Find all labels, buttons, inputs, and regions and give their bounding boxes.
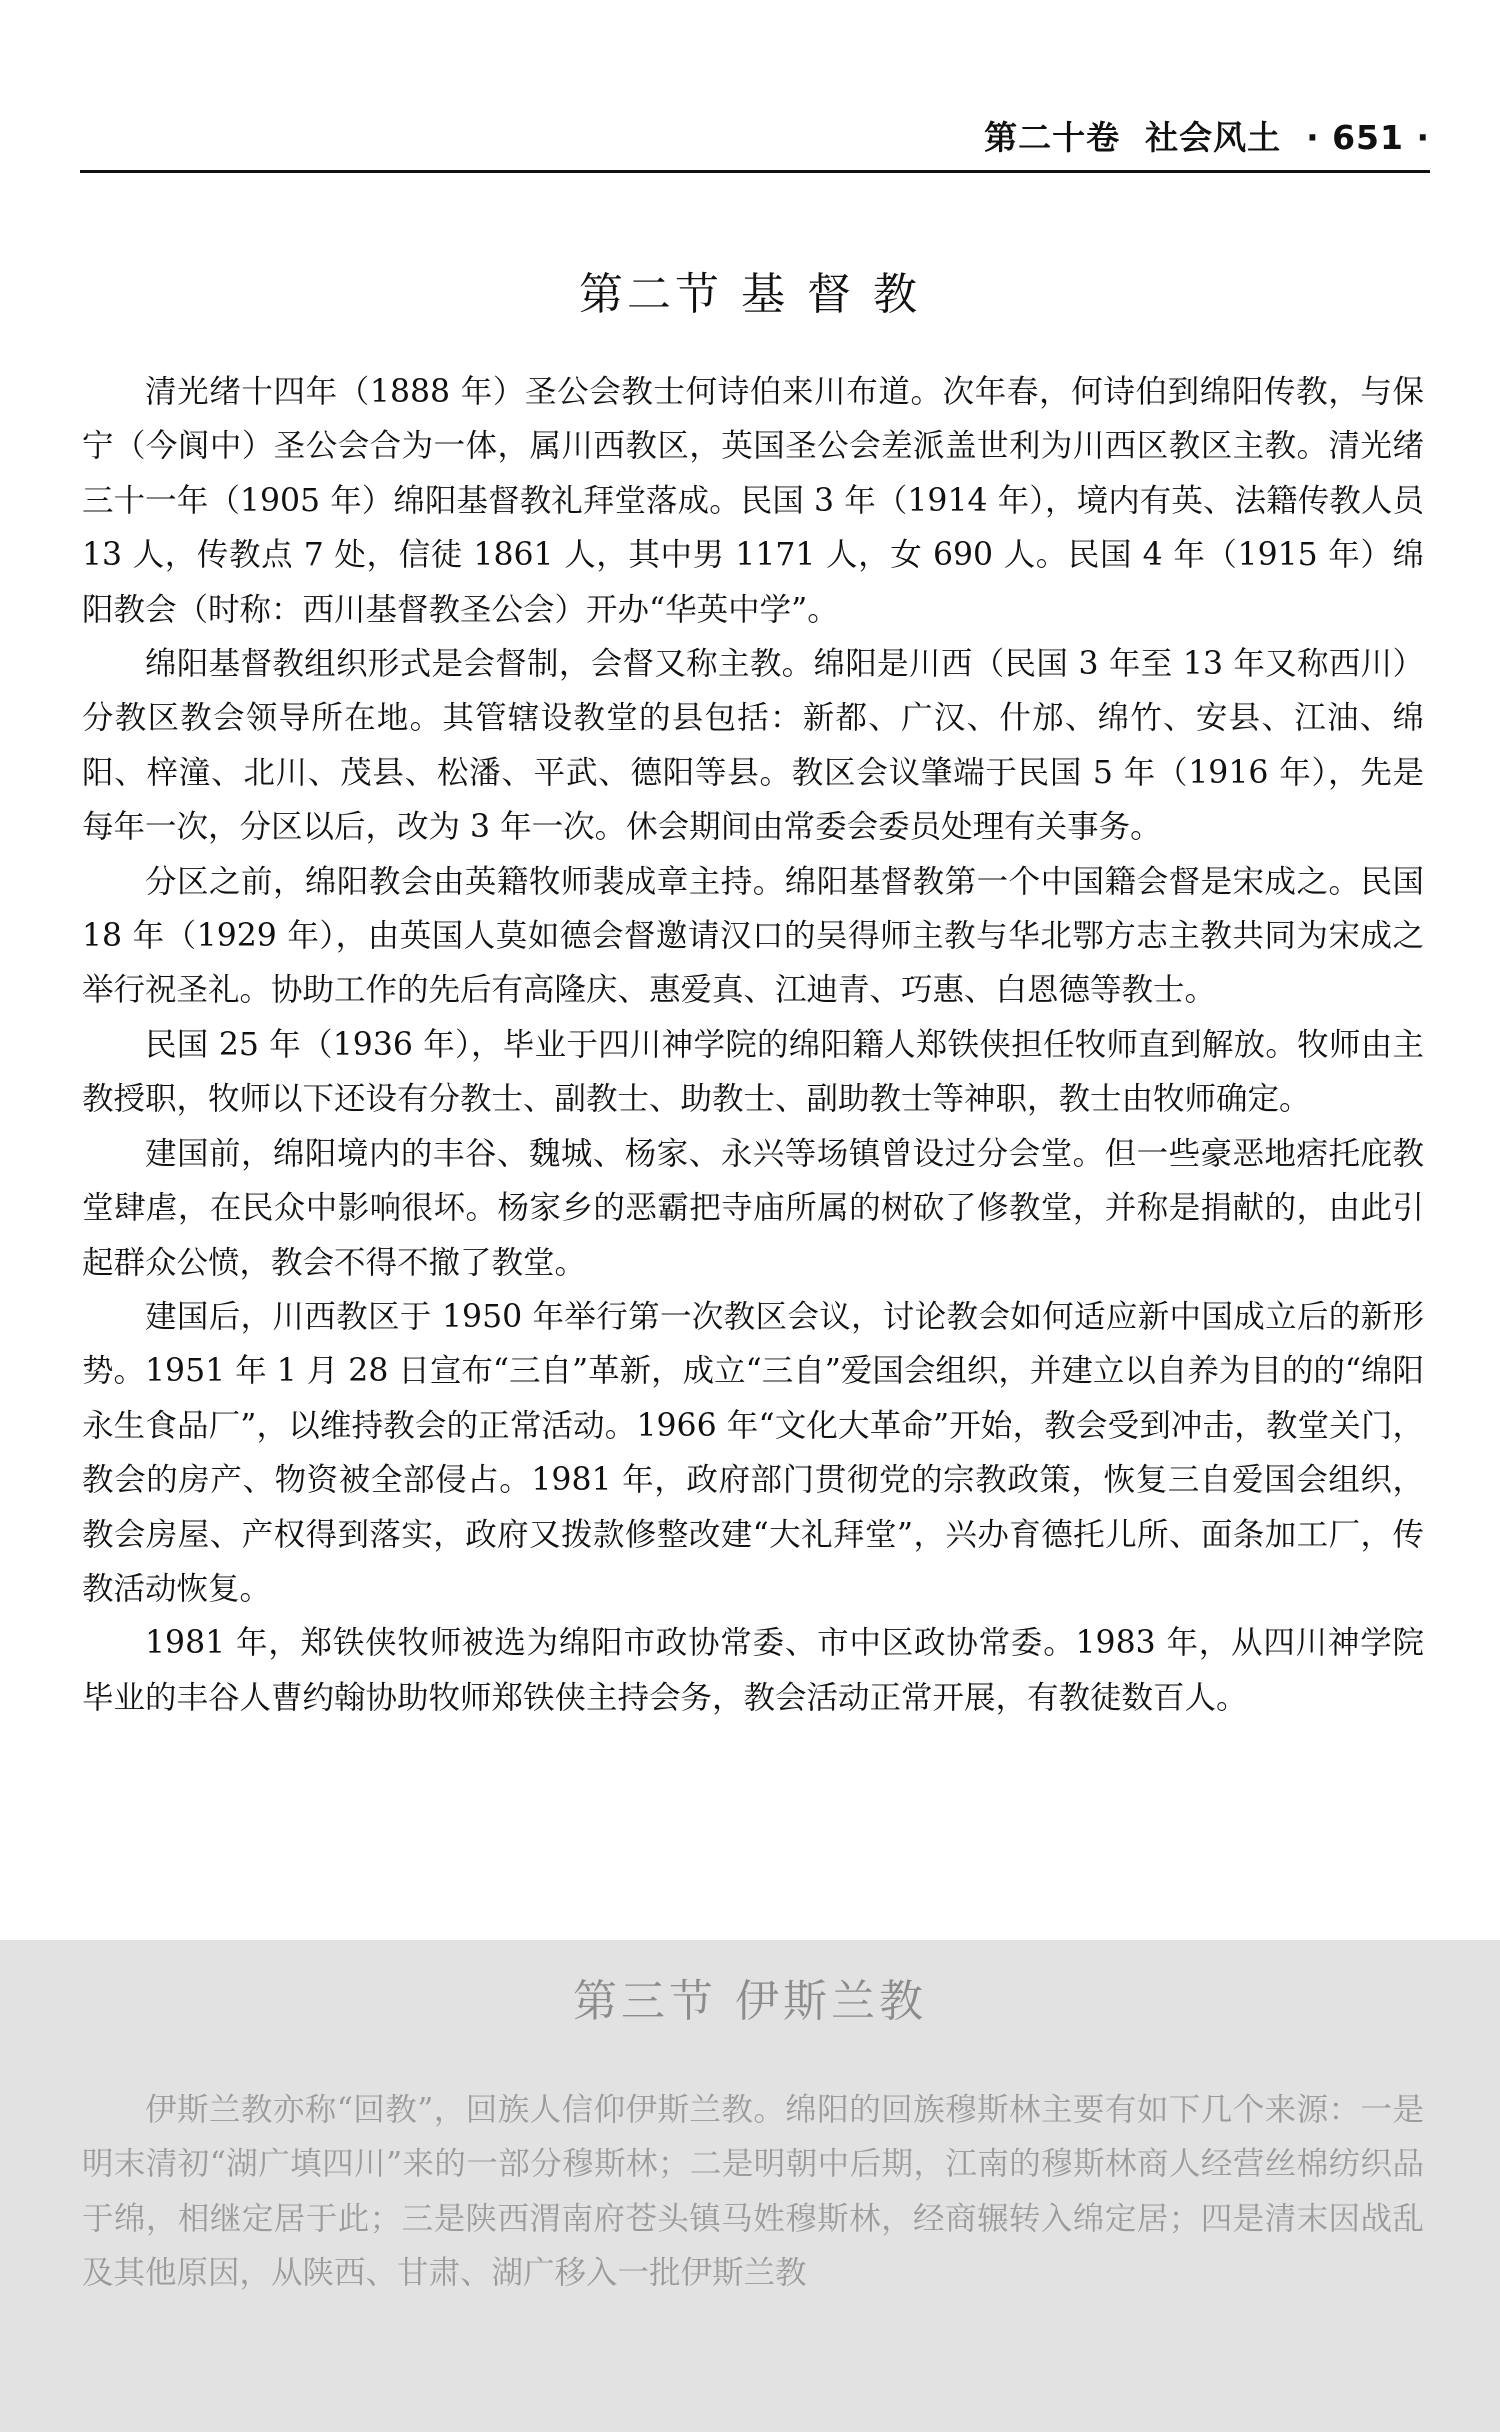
section-body-islam xyxy=(82,2083,1424,2301)
paragraph: 绵阳基督教组织形式是会督制，会督又称主教。绵阳是川西（民国 3 年至 13 年又称西川）分教区教会领导所在地。其管辖设教堂的县包括：新都、广汉、什邡、绵竹、安县、江油、绵阳、梓潼、北川、茂县、松潘、平武、德阳等县。教区会议肇端于民国 5 年（1916 年），先是每年一次，分区以后，改为 3 年一次。休会期间由常委会委员处理有关事务。 xyxy=(82,646,1424,846)
paragraph: 建国后，川西教区于 1950 年举行第一次教区会议，讨论教会如何适应新中国成立后的新形势。1951 年 1 月 28 日宣布“三自”革新，成立“三自”爱国会组织，并建立以自养为目的的“绵阳永生食品厂”，以维持教会的正常活动。1966 年“文化大革命”开始，教会受到冲击，教堂关门，教会的房产、物资被全部侵占。1981 年，政府部门贯彻党的宗教政策，恢复三自爱国会组织，教会房屋、产权得到落实，政府又拨款修整改建“大礼拜堂”，兴办育德托儿所、面条加工厂，传教活动恢复。 xyxy=(82,1298,1424,1607)
paragraph: 1981 年，郑铁侠牧师被选为绵阳市政协常委、市中区政协常委。1983 年，从四川神学院毕业的丰谷人曹约翰协助牧师郑铁侠主持会务，教会活动正常开展，有教徒数百人。 xyxy=(82,1625,1424,1716)
section-title-islam: 第三节 伊斯兰教 xyxy=(573,1976,927,2027)
paragraph: 建国前，绵阳境内的丰谷、魏城、杨家、永兴等场镇曾设过分会堂。但一些豪恶地痞托庇教堂肆虐，在民众中影响很坏。杨家乡的恶霸把寺庙所属的树砍了修教堂，并称是捐献的，由此引起群众公愤，教会不得不撤了教堂。 xyxy=(82,1135,1424,1281)
header-text: 第二十卷 社会风土 · 651 · xyxy=(984,118,1430,157)
section-title-christianity: 第二节 基 督 教 xyxy=(579,269,921,320)
header-rule xyxy=(80,170,1430,173)
paragraph: 民国 25 年（1936 年），毕业于四川神学院的绵阳籍人郑铁侠担任牧师直到解放。牧师由主教授职，牧师以下还设有分教士、副教士、助教士、副助教士等神职，教士由牧师确定。 xyxy=(82,1026,1424,1118)
section-body-christianity xyxy=(82,365,1424,1725)
paragraph: 清光绪十四年（1888 年）圣公会教士何诗伯来川布道。次年春，何诗伯到绵阳传教，与保宁（今阆中）圣公会合为一体，属川西教区，英国圣公会差派盖世利为川西区教区主教。清光绪三十一年（1905 年）绵阳基督教礼拜堂落成。民国 3 年（1914 年），境内有英、法籍传教人员 13 人，传教点 7 处，信徒 1861 人，其中男 1171 人，女 690 人。民国 4 年（1915 年）绵阳教会（时称：西川基督教圣公会）开办“华英中学”。 xyxy=(82,374,1424,628)
running-header xyxy=(80,110,1430,166)
paragraph: 伊斯兰教亦称“回教”，回族人信仰伊斯兰教。绵阳的回族穆斯林主要有如下几个来源：一是明末清初“湖广填四川”来的一部分穆斯林；二是明朝中后期，江南的穆斯林商人经营丝棉纺织品于绵，相继定居于此；三是陕西渭南府苍头镇马姓穆斯林，经商辗转入绵定居；四是清末因战乱及其他原因，从陕西、甘肃、湖广移入一批伊斯兰教 xyxy=(82,2092,1424,2292)
paragraph: 分区之前，绵阳教会由英籍牧师裴成章主持。绵阳基督教第一个中国籍会督是宋成之。民国 18 年（1929 年），由英国人莫如德会督邀请汉口的吴得师主教与华北鄂方志主教共同为宋成之举行祝圣礼。协助工作的先后有高隆庆、惠爱真、江迪青、巧惠、白恩德等教士。 xyxy=(82,863,1424,1009)
